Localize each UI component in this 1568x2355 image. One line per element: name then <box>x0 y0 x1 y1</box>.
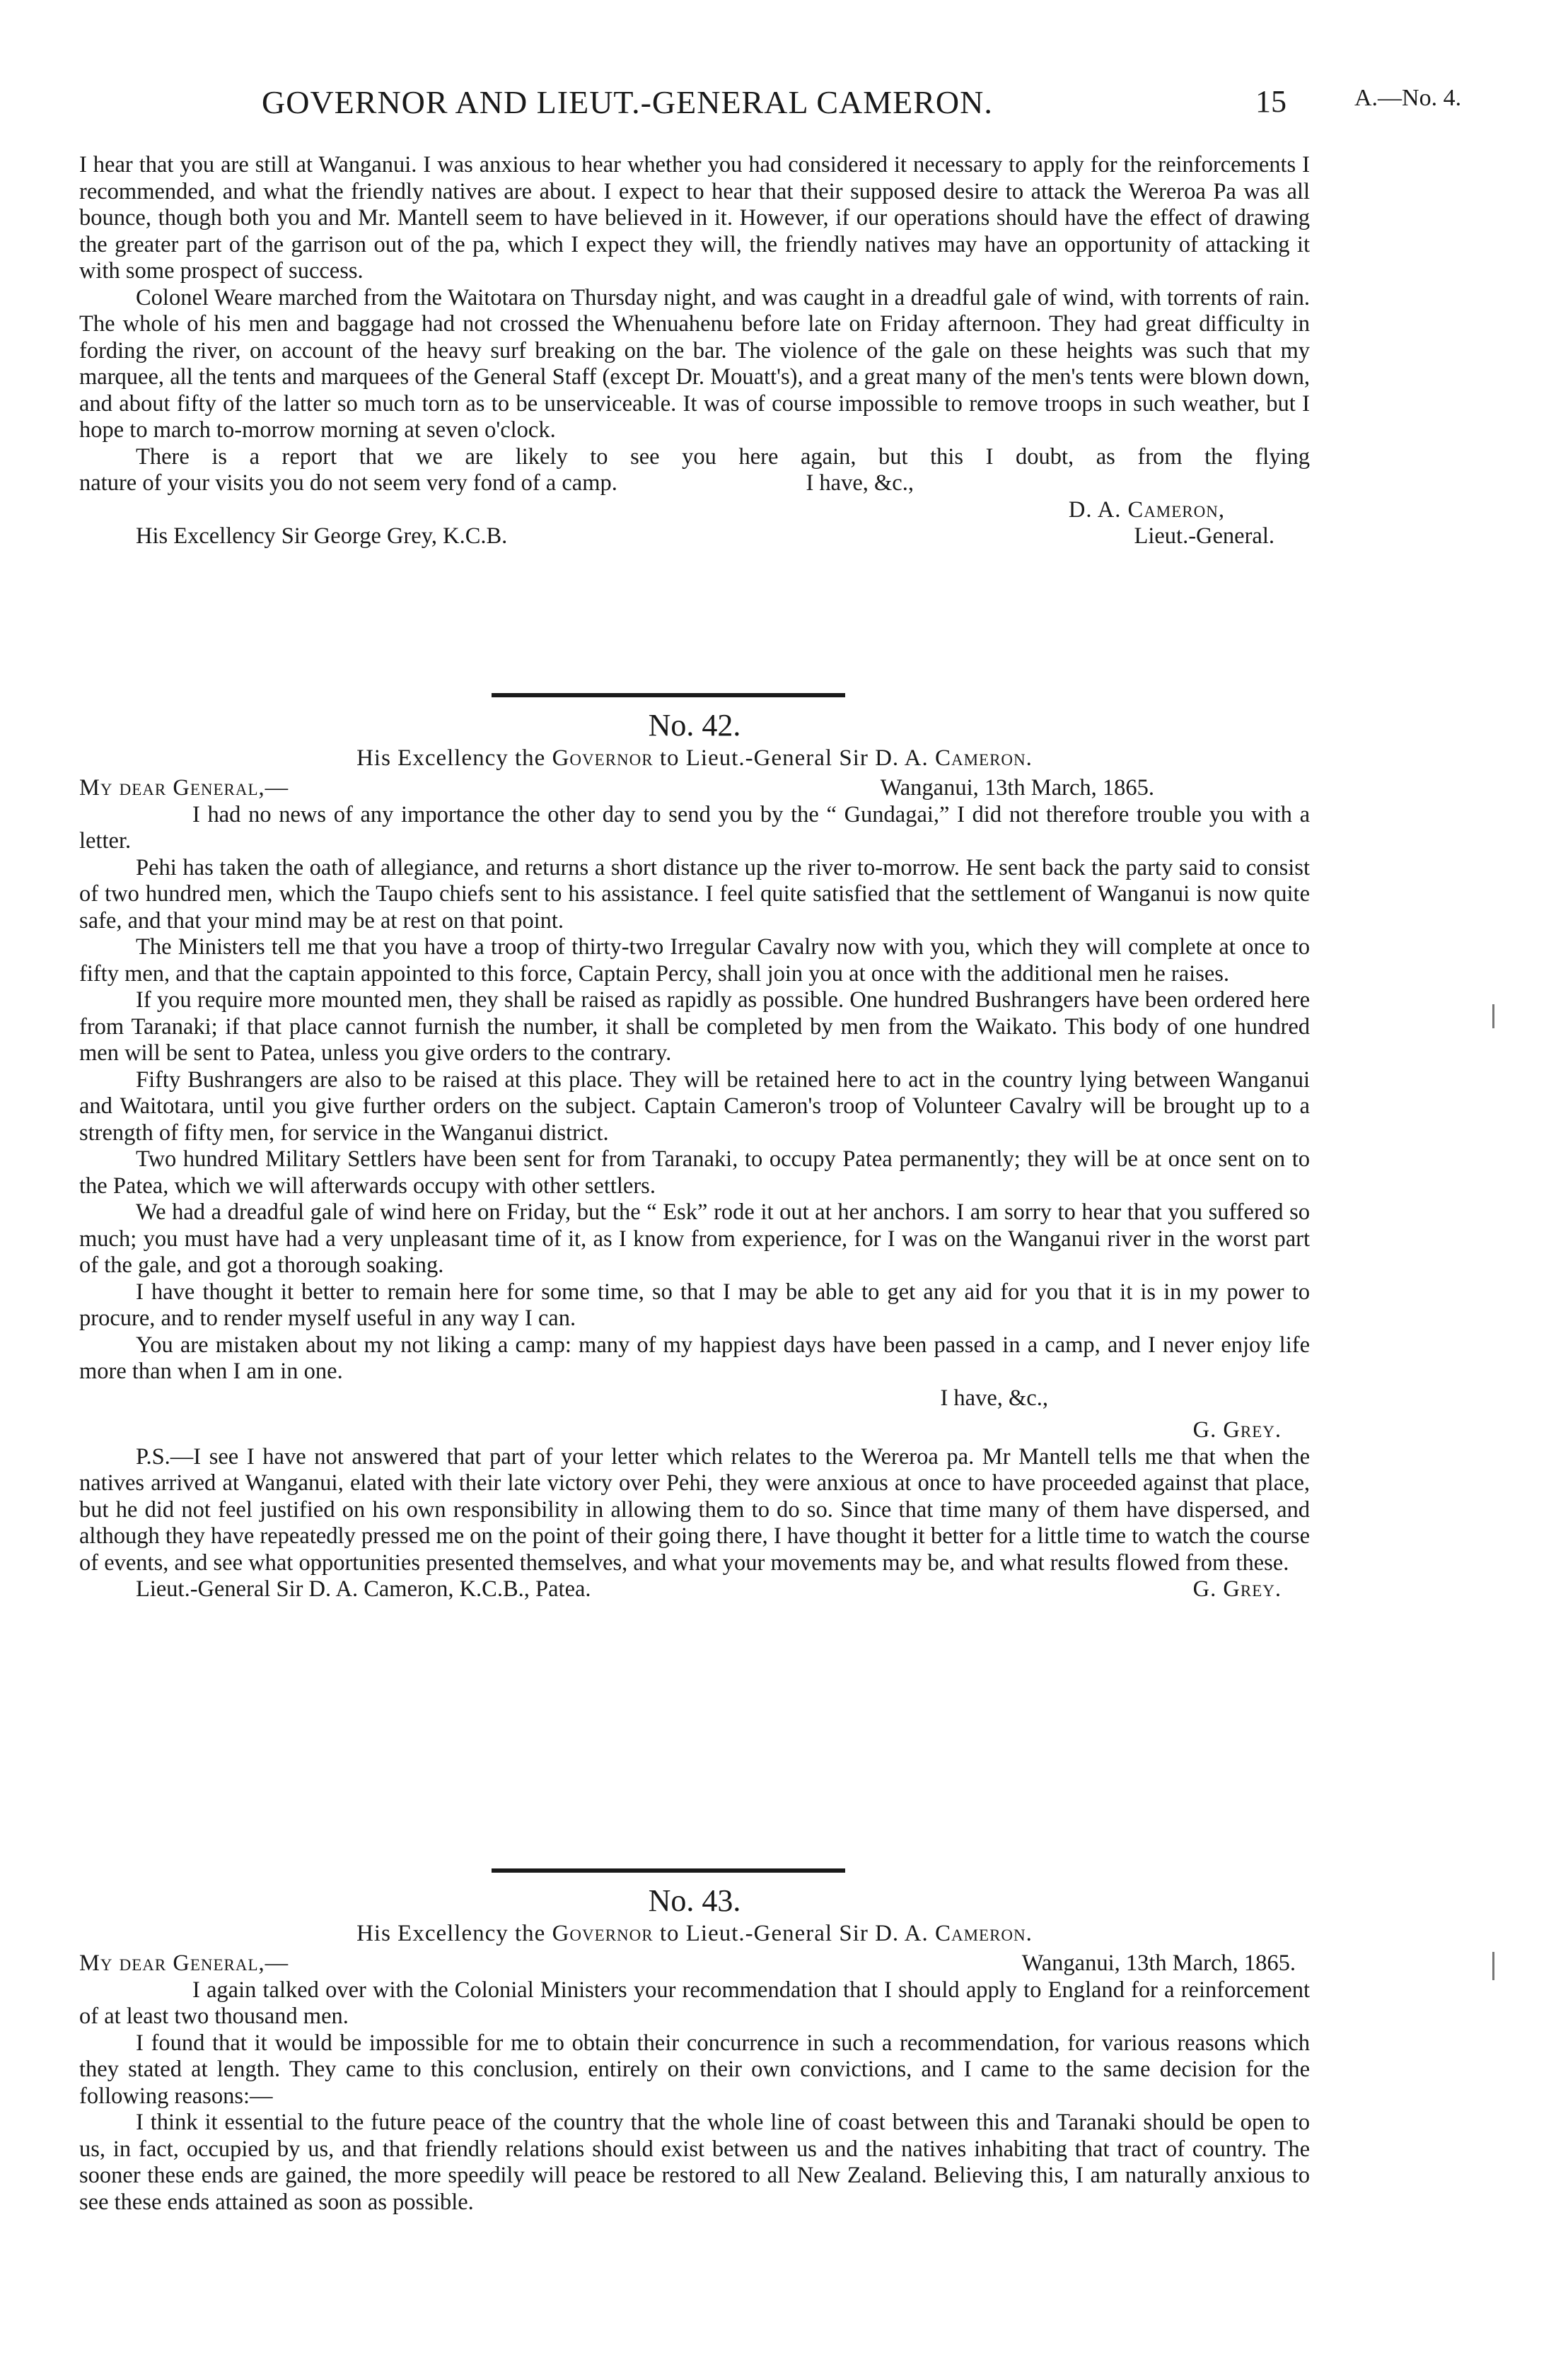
paragraph: I again talked over with the Colonial Ministers your recommendation that I should apply to England for a reinforcement of at least two thousand men. <box>79 1977 1310 2029</box>
signatory-rank: Lieut.-General. <box>1134 523 1274 549</box>
letter-41-continuation <box>79 152 1310 550</box>
section-divider <box>492 1868 845 1873</box>
closing-formula: I have, &c., <box>806 470 914 496</box>
paragraph-closing-line <box>79 470 1310 497</box>
paragraph: We had a dreadful gale of wind here on Friday, but the “ Esk” rode it out at her anchors. I am sorry to hear that you suffered so much; you must have had a very unpleasant time of it, as I know from experience, for I was on the Wanganui river in the worst part of the gale, and got a thorough soaking. <box>79 1199 1310 1278</box>
paragraph: Two hundred Military Settlers have been sent for from Taranaki, to occupy Patea permanently; they will be at once sent on to the Patea, which we will afterwards occupy with other settlers. <box>79 1146 1310 1199</box>
running-header <box>0 83 1568 126</box>
addressee: Lieut.-General Sir D. A. Cameron, K.C.B., Patea. <box>136 1576 591 1602</box>
margin-mark <box>1492 1952 1494 1980</box>
paragraph: I found that it would be impossible for me to obtain their concurrence in such a recommendation, for various reasons which they stated at length. They came to this conclusion, entirely on their own convictions, and I came to the same decision for the following reasons:— <box>79 2030 1310 2109</box>
dateline: Wanganui, 13th March, 1865. <box>880 775 1154 801</box>
closing-formula: I have, &c., <box>940 1385 1048 1411</box>
paragraph: The Ministers tell me that you have a troop of thirty-two Irregular Cavalry now with you, which they will complete at once to fifty men, and that the captain appointed to this force, Captain Percy, shall join you at once with the additional men he raises. <box>79 934 1310 987</box>
addressee-line <box>79 1576 1310 1603</box>
signature: G. Grey. <box>1192 1417 1282 1443</box>
document-subtitle: His Excellency the Governor to Lieut.-General Sir D. A. Cameron. <box>356 745 1033 771</box>
paragraph: Pehi has taken the oath of allegiance, and returns a short distance up the river to-morrow. He sent back the party said to consist of two hundred men, which the Taupo chiefs sent to his assistance. I feel quite satisfied that the settlement of Wanganui is now quite safe, and that your mind may be at rest on that point. <box>79 854 1310 934</box>
paragraph: I had no news of any importance the other day to send you by the “ Gundagai,” I did not therefore trouble you with a letter. <box>79 801 1310 854</box>
section-divider <box>492 693 845 697</box>
document-number: No. 43. <box>648 1883 741 1918</box>
paragraph: I think it essential to the future peace of the country that the whole line of coast between this and Taranaki should be open to us, in fact, occupied by us, and that friendly relations should exist between us and the natives inhabiting that tract of country. The sooner these ends are gained, the more speedily will peace be restored to all New Zealand. Believing this, I am naturally anxious to see these ends attained as soon as possible. <box>79 2110 1310 2215</box>
margin-mark <box>1492 1004 1494 1028</box>
signature: G. Grey. <box>1192 1576 1282 1602</box>
dateline: Wanganui, 13th March, 1865. <box>1021 1950 1296 1976</box>
signature: D. A. Cameron, <box>1068 496 1225 523</box>
paragraph: You are mistaken about my not liking a camp: many of my happiest days have been passed in a camp, and I never enjoy life more than when I am in one. <box>79 1332 1310 1384</box>
paragraph: Colonel Weare marched from the Waitotara on Thursday night, and was caught in a dreadful gale of wind, with torrents of rain. The whole of his men and baggage had not crossed the Whenuahenu before late on Friday afternoon. They had great difficulty in fording the river, on account of the heavy surf breaking on the bar. The violence of the gale on these heights was such that my marquee, all the tents and marquees of the General Staff (except Dr. Mouatt's), and a great many of the men's tents were blown down, and about fifty of the latter so much torn as to be unserviceable. It was of course impossible to remove troops in such weather, but I hope to march to-morrow morning at seven o'clock. <box>79 284 1310 443</box>
document-subtitle: His Excellency the Governor to Lieut.-General Sir D. A. Cameron. <box>356 1921 1033 1946</box>
letter-42 <box>79 707 1310 1603</box>
paragraph: Fifty Bushrangers are also to be raised at this place. They will be retained here to act in the country lying between Wanganui and Waitotara, until you give further orders on the subject. Captain Cameron's troop of Volunteer Cavalry will be brought up to a strength of fifty men, for service in the Wanganui district. <box>79 1066 1310 1146</box>
salutation: My dear General,— <box>79 775 289 801</box>
addressee: His Excellency Sir George Grey, K.C.B. <box>136 523 508 549</box>
paragraph-line: nature of your visits you do not seem very fond of a camp. <box>79 470 617 496</box>
running-title: GOVERNOR AND LIEUT.-GENERAL CAMERON. <box>262 84 993 120</box>
paragraph: I hear that you are still at Wanganui. I was anxious to hear whether you had considered it necessary to apply for the reinforcements I recommended, and what the friendly natives are about. I expect to hear that their supposed desire to attack the Wereroa Pa was all bounce, though both you and Mr. Mantell seem to have believed in it. However, if our operations should have the effect of drawing the greater part of the garrison out of the pa, which I expect they will, the friendly natives may have an opportunity of attacking it with some prospect of success. <box>79 152 1310 284</box>
paragraph: I have thought it better to remain here for some time, so that I may be able to get any aid for you that it is in my power to procure, and to render myself useful in any way I can. <box>79 1279 1310 1331</box>
paper-reference: A.—No. 4. <box>1354 85 1462 111</box>
paragraph: If you require more mounted men, they shall be raised as rapidly as possible. One hundred Bushrangers have been ordered here from Taranaki; if that place cannot furnish the number, it shall be completed by men from the Waikato. This body of one hundred men will be sent to Patea, unless you give orders to the contrary. <box>79 987 1310 1066</box>
letter-43 <box>79 1883 1310 2216</box>
page-number: 15 <box>1255 84 1287 119</box>
paragraph-line: There is a report that we are likely to see you here again, but this I doubt, as from the flying <box>136 443 1310 470</box>
postscript: P.S.—I see I have not answered that part of your letter which relates to the Wereroa pa. Mr Mantell tells me that when the natives arrived at Wanganui, elated with their late victory over Pehi, they were anxious at once to have proceeded against that place, but he did not feel justified on his own responsibility in allowing them to do so. Since that time many of them have dispersed, and although they have repeatedly pressed me on the point of their going there, I have thought it better for a little time to watch the course of events, and see what opportunities presented themselves, and what your movements may be, and what results flowed from these. <box>79 1443 1311 1576</box>
salutation-line <box>79 775 1310 802</box>
document-number: No. 42. <box>648 708 741 743</box>
salutation-line <box>79 1950 1310 1977</box>
addressee-line <box>79 523 1310 550</box>
salutation: My dear General,— <box>79 1950 289 1976</box>
